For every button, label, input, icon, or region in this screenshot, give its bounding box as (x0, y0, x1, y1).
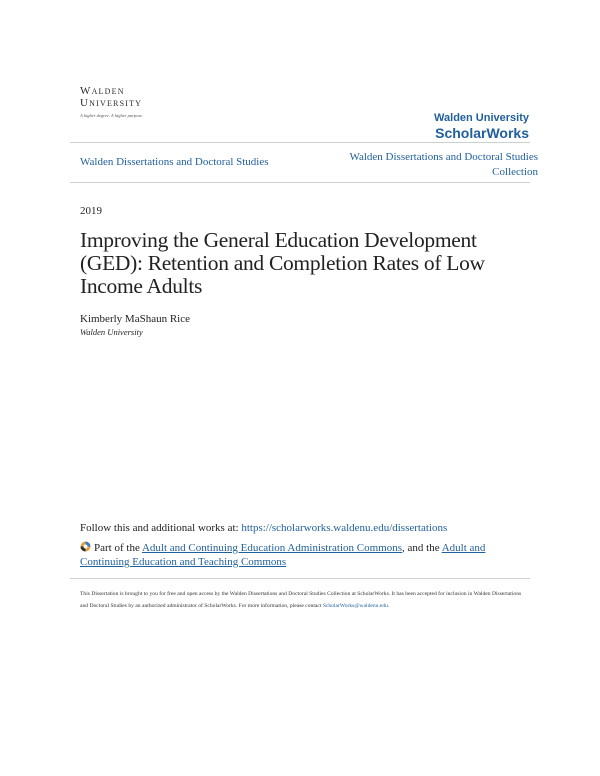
part-of-middle: , and the (402, 542, 442, 554)
logo-line-1: Walden (80, 85, 125, 97)
notice-text: This Dissertation is brought to you for free and open access by the Walden Dissertations and Doctoral Studies Collection at ScholarWorks. It has been accepted for inclusion in Walden Dissertations and Doctoral Studies by an authorized administrator of ScholarWorks. For more information, please contact (80, 591, 522, 609)
top-divider (70, 142, 530, 143)
part-of-line (80, 541, 530, 569)
paper-title: Improving the General Education Development (GED): Retention and Completion Rates of Low Income Adults (80, 228, 485, 298)
part-of-prefix: Part of the (94, 542, 142, 554)
walden-university-logo (80, 86, 200, 118)
nav-divider (70, 182, 530, 183)
publication-year: 2019 (80, 205, 102, 217)
logo-tagline: A higher degree. A higher purpose. (80, 113, 144, 118)
nav-link-collection[interactable]: Walden Dissertations and Doctoral Studies Collection (349, 151, 538, 178)
nav-link-dissertations[interactable]: Walden Dissertations and Doctoral Studies (80, 156, 269, 168)
logo-line-2: University (80, 97, 143, 109)
follow-line (80, 522, 447, 534)
commons-link-administration[interactable]: Adult and Continuing Education Administration Commons (141, 542, 402, 554)
author-affiliation: Walden University (80, 327, 143, 337)
follow-prefix: Follow this and additional works at: (80, 522, 242, 534)
author-name: Kimberly MaShaun Rice (80, 313, 190, 325)
contact-email-link[interactable]: ScholarWorks@waldenu.edu (322, 603, 388, 609)
notice-divider (70, 578, 530, 579)
scholarworks-university: Walden University (434, 112, 529, 124)
commons-network-icon (80, 541, 91, 552)
notice-suffix: . (387, 603, 390, 609)
scholarworks-name: ScholarWorks (435, 125, 529, 141)
commons-link-teaching[interactable]: Adult and Continuing Education and Teaching Commons (80, 542, 486, 568)
follow-url-link[interactable]: https://scholarworks.waldenu.edu/dissertations (241, 522, 448, 534)
access-notice (80, 588, 530, 612)
scholarworks-brand[interactable] (434, 112, 529, 142)
